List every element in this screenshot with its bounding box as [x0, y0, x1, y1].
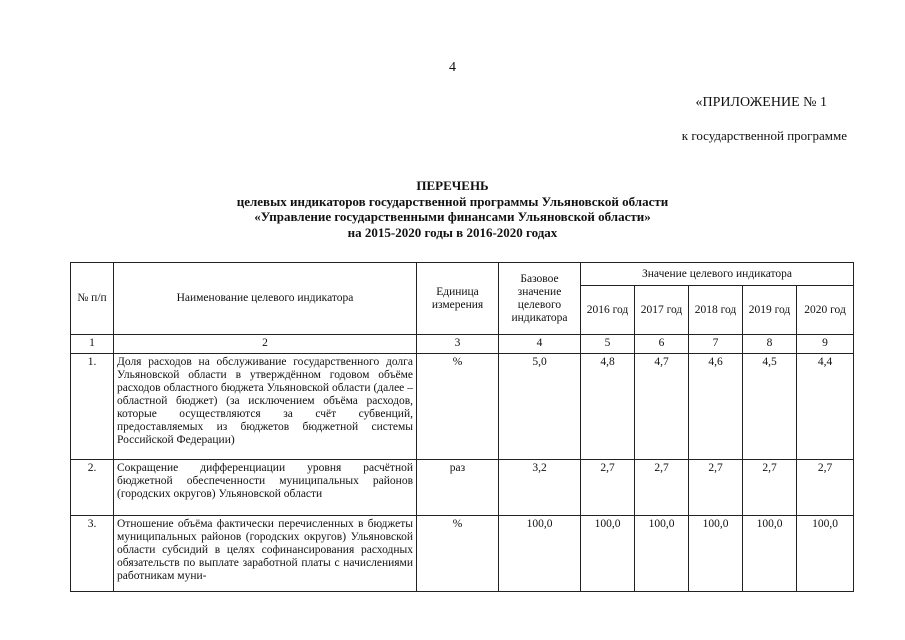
indicator-value-2020: 4,4 [797, 354, 854, 460]
indicator-value-2020: 2,7 [797, 460, 854, 516]
header-year: 2020 год [797, 286, 854, 335]
header-row [71, 263, 854, 286]
header-unit: Единица измерения [417, 263, 499, 335]
column-number: 2 [114, 335, 417, 354]
column-number: 6 [635, 335, 689, 354]
heading-line-3: «Управление государственными финансами Ульяновской области» [254, 209, 651, 224]
indicator-base-value: 5,0 [499, 354, 581, 460]
indicator-name: Сокращение дифференциации уровня расчётной бюджетной обеспеченности муниципальных районов (городских округов) Ульяновской области [114, 460, 417, 516]
header-base: Базовое значение целевого индикатора [499, 263, 581, 335]
table-row [71, 460, 854, 516]
indicator-value-2019: 4,5 [743, 354, 797, 460]
indicator-value-2018: 2,7 [689, 460, 743, 516]
indicator-name: Доля расходов на обслуживание государственного долга Ульяновской области в утверждённом годовом объёме расходов областного бюджета Ульяновской области (далее – областной бюджет) (за исключением объёма расходов, которые осуществляются за счёт субвенций, предоставляемых из бюджетов бюджетной системы Российской Федерации) [114, 354, 417, 460]
column-numbers-row [71, 335, 854, 354]
indicator-value-2019: 100,0 [743, 516, 797, 592]
header-year: 2018 год [689, 286, 743, 335]
indicator-value-2017: 4,7 [635, 354, 689, 460]
appendix-title: «ПРИЛОЖЕНИЕ № 1 [695, 95, 827, 110]
indicator-value-2018: 4,6 [689, 354, 743, 460]
indicator-value-2020: 100,0 [797, 516, 854, 592]
header-year: 2019 год [743, 286, 797, 335]
column-number: 8 [743, 335, 797, 354]
document-heading [0, 178, 905, 240]
column-number: 5 [581, 335, 635, 354]
page-number: 4 [449, 60, 456, 75]
indicator-unit: % [417, 354, 499, 460]
indicator-value-2016: 4,8 [581, 354, 635, 460]
heading-line-1: ПЕРЕЧЕНЬ [416, 178, 489, 193]
indicator-base-value: 3,2 [499, 460, 581, 516]
table-row [71, 516, 854, 592]
header-num: № п/п [71, 263, 114, 335]
indicator-value-2017: 100,0 [635, 516, 689, 592]
indicator-value-2016: 100,0 [581, 516, 635, 592]
column-number: 7 [689, 335, 743, 354]
indicator-value-2016: 2,7 [581, 460, 635, 516]
heading-line-4: на 2015-2020 годы в 2016-2020 годах [347, 224, 558, 240]
header-name: Наименование целевого индикатора [114, 263, 417, 335]
indicator-value-2019: 2,7 [743, 460, 797, 516]
column-number: 4 [499, 335, 581, 354]
indicator-unit: % [417, 516, 499, 592]
indicator-base-value: 100,0 [499, 516, 581, 592]
row-number: 3. [71, 516, 114, 592]
appendix-subtitle: к государственной программе [681, 128, 847, 143]
column-number: 1 [71, 335, 114, 354]
header-target: Значение целевого индикатора [581, 263, 854, 286]
indicator-value-2017: 2,7 [635, 460, 689, 516]
indicator-name: Отношение объёма фактически перечисленных в бюджеты муниципальных районов (городских округов) Ульяновской области субсидий в целях софинансирования расходных обязательств по выплате заработной платы с начислениями работникам муни- [114, 516, 417, 592]
indicator-unit: раз [417, 460, 499, 516]
column-number: 3 [417, 335, 499, 354]
header-year: 2017 год [635, 286, 689, 335]
indicators-table [70, 262, 854, 592]
table-row [71, 354, 854, 460]
row-number: 2. [71, 460, 114, 516]
row-number: 1. [71, 354, 114, 460]
header-year: 2016 год [581, 286, 635, 335]
heading-line-2: целевых индикаторов государственной программы Ульяновской области [236, 193, 669, 209]
indicator-value-2018: 100,0 [689, 516, 743, 592]
column-number: 9 [797, 335, 854, 354]
